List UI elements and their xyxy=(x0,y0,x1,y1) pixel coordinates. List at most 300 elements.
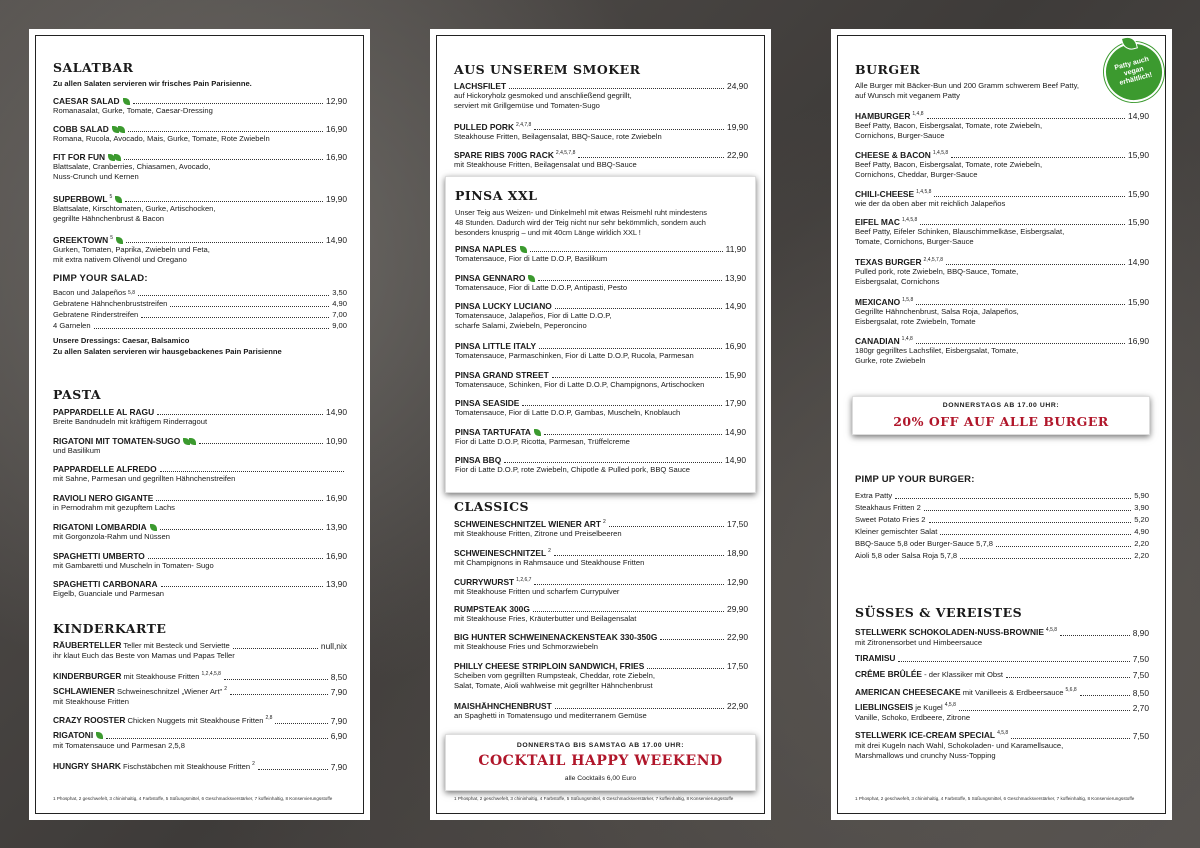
menu-item-name xyxy=(855,109,924,121)
menu-item-name-text: SCHLAWIENER xyxy=(53,685,115,696)
dot-leader xyxy=(534,584,724,585)
menu-item-row xyxy=(53,640,347,651)
menu-item-name xyxy=(53,713,272,726)
menu-item-name-text: RAVIOLI NERO GIGANTE xyxy=(53,493,154,503)
dot-leader xyxy=(94,328,330,329)
menu-item-name-text: PULLED PORK xyxy=(454,121,515,132)
allergen-codes: 1,4,5,8 xyxy=(932,150,949,156)
menu-item-name-text: SCHWEINESCHNITZEL xyxy=(454,547,547,558)
dot-leader xyxy=(530,251,723,252)
menu-item-row xyxy=(454,632,748,642)
menu-item-row xyxy=(455,244,746,254)
dot-leader xyxy=(578,157,724,158)
menu-item-name-text: PINSA LITTLE ITALY xyxy=(455,341,537,351)
menu-item-row xyxy=(53,669,347,682)
menu-item-description: mit extra nativem Olivenöl und Oregano xyxy=(53,254,187,264)
menu-item-name xyxy=(53,436,196,446)
menu-item-name-text: PINSA TARTUFATA xyxy=(455,427,531,437)
dot-leader xyxy=(170,306,329,307)
extra-item-price: 4,90 xyxy=(1134,527,1149,536)
menu-item-name-text: RIGATONI xyxy=(53,730,94,740)
menu-item xyxy=(53,192,347,224)
menu-item xyxy=(455,427,746,447)
menu-item-description: und Basilikum xyxy=(53,446,101,455)
menu-item xyxy=(53,124,347,144)
menu-item-name xyxy=(454,517,606,529)
allergen-codes: 1,4,8 xyxy=(912,111,924,117)
menu-item-description: Beef Patty, Bacon, Eisbergsalat, Tomate, rote Zwiebeln, xyxy=(855,120,1043,130)
menu-item-row xyxy=(455,273,746,283)
extra-item xyxy=(855,551,1149,561)
menu-item-description: mit Zitronensorbet und Himbeersauce xyxy=(855,637,983,647)
menu-item-name-text: RIGATONI MIT TOMATEN-SUGO xyxy=(53,436,181,446)
menu-item xyxy=(454,517,748,539)
extra-item xyxy=(855,503,1149,513)
menu-item-description: Salat, Tomate, Aioli wahlweise mit gegrillter Hähnchenbrust xyxy=(454,681,653,690)
dot-leader xyxy=(138,295,329,296)
vegetarian-leaf-icon xyxy=(112,126,119,133)
menu-item-name-text: SPAGHETTI CARBONARA xyxy=(53,579,158,589)
menu-item-row xyxy=(454,120,748,132)
extra-item-price: 4,90 xyxy=(332,299,347,308)
allergen-codes: 1,2,6,7 xyxy=(516,577,532,583)
menu-item-row xyxy=(455,427,746,437)
menu-item-row xyxy=(53,436,347,446)
menu-item xyxy=(53,233,347,265)
dot-leader xyxy=(124,159,323,160)
menu-item-price: 19,90 xyxy=(326,193,347,204)
menu-item-price: 13,90 xyxy=(326,522,347,532)
dot-leader xyxy=(946,264,1125,265)
menu-item-price: 16,90 xyxy=(326,493,347,503)
menu-item-row xyxy=(53,96,347,106)
menu-item-price: 17,90 xyxy=(725,398,746,408)
dot-leader xyxy=(148,558,323,559)
vegetarian-leaf-icon xyxy=(520,246,527,253)
extra-item-name: 4 Garnelen xyxy=(53,321,91,330)
menu-item-name-text: AMERICAN CHEESECAKE xyxy=(855,686,961,697)
menu-item-description: Cornichons, Burger-Sauce xyxy=(855,130,945,140)
menu-item-name xyxy=(855,700,956,713)
menu-item xyxy=(53,759,347,772)
menu-item-row xyxy=(53,759,347,772)
menu-item-description: Blattsalate, Cranberries, Chiasamen, Avocado, xyxy=(53,162,211,171)
menu-item-name xyxy=(454,661,644,671)
dot-leader xyxy=(554,555,724,556)
menu-item-name xyxy=(53,640,230,651)
dot-leader xyxy=(534,129,724,130)
menu-item-price: 7,90 xyxy=(330,715,347,726)
menu-item xyxy=(53,522,347,542)
dot-leader xyxy=(125,201,323,202)
dot-leader xyxy=(1080,695,1130,696)
menu-item-name-text: RÄUBERTELLER xyxy=(53,640,122,650)
salatbar-outro: Zu allen Salaten servieren wir hausgebackenes Pain Parisienne xyxy=(53,347,282,356)
menu-item xyxy=(855,109,1149,141)
menu-item xyxy=(855,148,1149,180)
menu-item-price: 15,90 xyxy=(1128,188,1149,199)
menu-item xyxy=(53,684,347,707)
menu-item-description: mit Steakhouse Fritten, Beilagensalat und BBQ-Sauce xyxy=(454,159,637,169)
dot-leader xyxy=(156,500,323,501)
menu-item-name xyxy=(855,255,943,267)
menu-item-extra: mit Vanilleeis & Erdbeersauce xyxy=(960,687,1064,697)
menu-item xyxy=(454,81,748,111)
dot-leader xyxy=(609,526,724,527)
menu-item xyxy=(454,661,748,691)
menu-item-row xyxy=(454,604,748,614)
menu-item-price: 8,50 xyxy=(330,671,347,682)
extra-item-price: 7,00 xyxy=(332,310,347,319)
menu-item-extra: Schweineschnitzel „Wiener Art" xyxy=(114,686,223,696)
menu-item-name-text: STELLWERK ICE-CREAM SPECIAL xyxy=(855,729,996,740)
menu-item xyxy=(53,730,347,751)
dot-leader xyxy=(539,348,722,349)
menu-item-price: 14,90 xyxy=(725,427,746,437)
menu-item-row xyxy=(455,341,746,351)
menu-item-name xyxy=(53,96,130,106)
menu-item-name-text: PINSA BBQ xyxy=(455,455,502,465)
menu-item-row xyxy=(53,579,347,589)
menu-item xyxy=(454,632,748,652)
menu-item-name-text: EIFEL MAC xyxy=(855,216,900,227)
dot-leader xyxy=(538,280,722,281)
dot-leader xyxy=(522,405,722,406)
menu-item-description: mit Steakhouse Fritten xyxy=(53,696,129,706)
pimp-salad-title: PIMP YOUR SALAD: xyxy=(53,273,148,284)
menu-item-description: Blattsalate, Kirschtomaten, Gurke, Artischocken, xyxy=(53,203,216,213)
menu-item-name xyxy=(455,301,552,311)
menu-item-name xyxy=(53,124,125,134)
dot-leader xyxy=(141,317,329,318)
menu-item-name-text: RIGATONI LOMBARDIA xyxy=(53,522,147,532)
menu-item-name xyxy=(53,579,158,589)
dot-leader xyxy=(927,118,1126,119)
menu-item-price: 12,90 xyxy=(727,576,748,587)
menu-item-price: 13,90 xyxy=(725,273,746,283)
menu-item xyxy=(455,244,746,264)
happy-weekend-title: COCKTAIL HAPPY WEEKEND xyxy=(478,753,723,769)
menu-item-description: Cornichons, Cheddar, Burger-Sauce xyxy=(855,169,978,179)
menu-item-description: mit Gorgonzola-Rahm und Nüssen xyxy=(53,532,170,541)
menu-item-name-text: PAPPARDELLE ALFREDO xyxy=(53,464,157,474)
menu-item-name-text: CRÊME BRÛLÉE xyxy=(855,669,923,679)
menu-item-name xyxy=(855,625,1057,638)
allergen-codes: 2 xyxy=(252,761,255,767)
footnote: 1 Phosphat, 2 geschwefelt, 3 chininhaltig, 4 Farbstoffe, 5 Süßungsmittel, 6 Geschmacksverstärker, 7 koffeinhaltig, 8 Konservierungsstoffe xyxy=(53,796,333,801)
menu-item-price: 15,90 xyxy=(1128,216,1149,227)
menu-item-name xyxy=(455,427,541,437)
menu-item-price: 14,90 xyxy=(326,234,347,245)
menu-item-description: Steakhouse Fritten, Beilagensalat, BBQ-Sauce, rote Zwiebeln xyxy=(454,131,662,141)
dot-leader xyxy=(951,157,1125,158)
menu-item-price: 8,90 xyxy=(1132,627,1149,638)
menu-item-name xyxy=(855,728,1008,741)
menu-item-name xyxy=(454,575,531,587)
menu-item-price: 16,90 xyxy=(326,551,347,561)
menu-item-name-text: HUNGRY SHARK xyxy=(53,760,121,771)
menu-item-name xyxy=(855,685,1077,698)
extra-item-price: 9,00 xyxy=(332,321,347,330)
menu-item-name-text: PINSA NAPLES xyxy=(455,244,517,254)
happy-weekend-note: alle Cocktails 6,00 Euro xyxy=(564,775,637,782)
salatbar-intro: Zu allen Salaten servieren wir frisches Pain Parisienne. xyxy=(53,79,252,88)
menu-item xyxy=(855,295,1149,327)
suesses-title: SÜSSES & VEREISTES xyxy=(855,605,1023,620)
menu-item-row xyxy=(855,700,1149,713)
dot-leader xyxy=(924,510,1131,511)
menu-item-row xyxy=(53,233,347,245)
menu-item-name xyxy=(454,546,551,558)
menu-item-row xyxy=(53,192,347,204)
menu-item-price: 22,90 xyxy=(727,701,748,711)
extra-item-name: Aioli 5,8 oder Salsa Roja 5,7,8 xyxy=(855,551,958,560)
footnote: 1 Phosphat, 2 geschwefelt, 3 chininhaltig, 4 Farbstoffe, 5 Süßungsmittel, 6 Geschmacksverstärker, 7 koffeinhaltig, 8 Konservierungsstoffe xyxy=(855,796,1135,801)
menu-item-description: Eigelb, Guanciale und Parmesan xyxy=(53,589,165,598)
menu-item-price: 14,90 xyxy=(725,301,746,311)
menu-item-description: auf Hickoryholz gesmoked und anschließend gegrillt, xyxy=(454,91,632,100)
dot-leader xyxy=(647,668,724,669)
menu-item-name xyxy=(53,759,255,772)
menu-item xyxy=(53,436,347,456)
menu-item-description: mit Steakhouse Fries, Kräuterbutter und Beilagensalat xyxy=(454,614,637,623)
dot-leader xyxy=(230,694,328,695)
menu-item-row xyxy=(855,109,1149,121)
menu-item-description: Beef Patty, Eifeler Schinken, Blauschimmelkäse, Eisbergsalat, xyxy=(855,226,1065,236)
extra-item-price: 3,90 xyxy=(1134,503,1149,512)
menu-item-name-text: SCHWEINESCHNITZEL WIENER ART xyxy=(454,518,602,529)
menu-item xyxy=(455,301,746,331)
menu-item xyxy=(454,575,748,597)
menu-item-description: serviert mit Grillgemüse und Tomaten-Sugo xyxy=(454,101,600,110)
vegetarian-leaf-icon xyxy=(108,154,115,161)
menu-item-name-text: MEXICANO xyxy=(855,296,901,307)
menu-item-name-text: TEXAS BURGER xyxy=(855,256,922,267)
vegetarian-leaf-icon xyxy=(534,429,541,436)
extra-item-name: Kleiner gemischter Salat xyxy=(855,527,938,536)
menu-item-description: Tomatensauce, Fior di Latte D.O.P, Basilikum xyxy=(455,254,608,263)
menu-item xyxy=(855,653,1149,664)
menu-item-name-text: STELLWERK SCHOKOLADEN-NUSS-BROWNIE xyxy=(855,626,1044,637)
classics-title: CLASSICS xyxy=(454,499,530,514)
menu-item-description: scharfe Salami, Zwiebeln, Peperoncino xyxy=(455,321,587,330)
extra-item-price: 2,20 xyxy=(1134,551,1149,560)
dot-leader xyxy=(1060,635,1130,636)
menu-item-price: 13,90 xyxy=(326,579,347,589)
pinsa-intro xyxy=(455,208,747,238)
menu-item-name xyxy=(53,152,121,162)
menu-item-price: 14,90 xyxy=(725,455,746,465)
allergen-codes: 1,4,8 xyxy=(901,336,913,342)
menu-item-name-text: SPAGHETTI UMBERTO xyxy=(53,551,145,561)
menu-item-name-text: PAPPARDELLE AL RAGU xyxy=(53,407,155,417)
menu-item-row xyxy=(455,398,746,408)
dot-leader xyxy=(929,522,1132,523)
menu-item-row xyxy=(855,728,1149,741)
menu-item-name xyxy=(455,244,527,254)
menu-item-price: 16,90 xyxy=(326,124,347,134)
allergen-codes: 2,4,5,7,8 xyxy=(555,150,576,156)
menu-item-price: 7,50 xyxy=(1132,670,1149,680)
menu-item-description: Fior di Latte D.O.P, Ricotta, Parmesan, Trüffelcreme xyxy=(455,437,630,446)
menu-item-row xyxy=(855,625,1149,638)
menu-item-name-text: FIT FOR FUN xyxy=(53,152,106,162)
menu-item-price: 7,50 xyxy=(1132,654,1149,664)
menu-item-description: wie der da oben aber mit reichlich Jalapeños xyxy=(855,198,1006,208)
menu-item-description: mit Steakhouse Fritten, Zitrone und Preiselbeeren xyxy=(454,528,622,538)
menu-item-name xyxy=(454,81,506,91)
menu-item-price: 15,90 xyxy=(725,370,746,380)
menu-item-price: 7,50 xyxy=(1132,730,1149,741)
menu-item xyxy=(855,334,1149,366)
menu-item-row xyxy=(53,464,347,474)
menu-item-description: Nuss-Crunch und Kernen xyxy=(53,172,139,181)
leaf-icon xyxy=(1121,35,1138,52)
allergen-codes: 1,5,8 xyxy=(902,297,914,303)
dot-leader xyxy=(533,611,724,612)
menu-item-name xyxy=(455,398,519,408)
extra-item xyxy=(855,539,1149,549)
menu-item-name xyxy=(855,148,948,160)
menu-item-price: 14,90 xyxy=(1128,110,1149,121)
menu-item-row xyxy=(855,334,1149,346)
menu-item-price: 8,50 xyxy=(1132,687,1149,698)
menu-item-price: 6,90 xyxy=(330,731,347,741)
vegetarian-leaf-icon xyxy=(96,732,103,739)
menu-item-price: 7,90 xyxy=(330,761,347,772)
menu-item-description: Marshmallows und crunchy Nuss-Topping xyxy=(855,750,996,760)
menu-item xyxy=(455,341,746,361)
extra-item xyxy=(855,491,1149,501)
menu-item-row xyxy=(855,295,1149,307)
pinsa-title: PINSA XXL xyxy=(455,188,538,203)
extra-item-name: BBQ-Sauce 5,8 oder Burger-Sauce 5,7,8 xyxy=(855,539,994,548)
menu-item-description: mit Gambaretti und Muscheln in Tomaten- Sugo xyxy=(53,561,214,570)
vegetarian-leaf-icon xyxy=(123,98,130,105)
menu-item-name xyxy=(855,295,913,307)
menu-item-description: 180gr gegrilltes Lachsfilet, Eisbergsalat, Tomate, xyxy=(855,345,1019,355)
extra-item-price: 5,90 xyxy=(1134,491,1149,500)
extra-item xyxy=(53,310,347,320)
menu-item-description: Tomatensauce, Fior di Latte D.O.P, Gambas, Muscheln, Knoblauch xyxy=(455,408,681,417)
extra-item xyxy=(855,515,1149,525)
dot-leader xyxy=(940,534,1131,535)
menu-item-description: mit Sahne, Parmesan und gegrillten Hähnchenstreifen xyxy=(53,474,236,483)
dot-leader xyxy=(128,131,323,132)
extra-item-price: 5,20 xyxy=(1134,515,1149,524)
menu-item-price: 16,90 xyxy=(326,152,347,162)
menu-item-name-text: SPARE RIBS 700G RACK xyxy=(454,149,554,160)
menu-item-price: 22,90 xyxy=(727,149,748,160)
menu-item-description: Tomatensauce, Schinken, Fior di Latte D.O.P, Champignons, Artischocken xyxy=(455,380,705,389)
menu-item-row xyxy=(53,713,347,726)
allergen-codes: 2 xyxy=(548,548,551,554)
menu-item-description: Gurken, Tomaten, Paprika, Zwiebeln und Feta, xyxy=(53,244,210,254)
menu-item-description: Tomate, Cornichons, Burger-Sauce xyxy=(855,236,974,246)
menu-item-row xyxy=(454,517,748,529)
allergen-codes: 4,5,8 xyxy=(944,702,956,708)
menu-item xyxy=(53,579,347,599)
allergen-codes: 2,4,7,8 xyxy=(516,122,532,128)
extra-item xyxy=(53,321,347,331)
menu-item-name-text: MAISHÄHNCHENBRUST xyxy=(454,701,552,711)
burger-title: BURGER xyxy=(855,62,921,77)
extra-item-name: Extra Patty xyxy=(855,491,893,500)
menu-item-name-text: CHILI-CHEESE xyxy=(855,188,915,199)
menu-item-name-text: CURRYWURST xyxy=(454,576,515,587)
menu-item-row xyxy=(53,124,347,134)
menu-item-price: 17,50 xyxy=(727,661,748,671)
menu-item xyxy=(454,120,748,142)
menu-item-name xyxy=(53,684,227,697)
menu-item-price: 17,50 xyxy=(727,518,748,529)
burger-promo-time: DONNERSTAGS AB 17.00 UHR: xyxy=(942,402,1060,409)
dot-leader xyxy=(258,769,328,770)
burger-promo-title: 20% OFF AUF ALLE BURGER xyxy=(893,414,1109,429)
dot-leader xyxy=(934,196,1125,197)
menu-item-description: Beef Patty, Bacon, Eisbergsalat, Tomate, rote Zwiebeln, xyxy=(855,159,1043,169)
dressings-text: Unsere Dressings: Caesar, Balsamico xyxy=(53,336,190,345)
happy-weekend-time: DONNERSTAG BIS SAMSTAG AB 17.00 UHR: xyxy=(516,742,685,749)
menu-item xyxy=(455,398,746,418)
menu-item-price: 15,90 xyxy=(1128,149,1149,160)
vegetarian-leaf-icon xyxy=(183,438,190,445)
menu-item-extra: Fischstäbchen mit Steakhouse Fritten xyxy=(120,761,251,771)
menu-item-row xyxy=(454,661,748,671)
menu-item-name xyxy=(53,192,122,204)
menu-item-name-text: PINSA GENNARO xyxy=(455,273,526,283)
menu-item-description: an Spaghetti in Tomatensugo und mediterranem Gemüse xyxy=(454,711,647,720)
menu-item-row xyxy=(454,546,748,558)
menu-item-name-text: TIRAMISU xyxy=(855,653,896,663)
menu-item-name-text: PINSA LUCKY LUCIANO xyxy=(455,301,552,311)
extra-item xyxy=(855,527,1149,537)
menu-item-name xyxy=(855,187,931,199)
dot-leader xyxy=(916,304,1125,305)
menu-item xyxy=(454,546,748,568)
menu-item-row xyxy=(53,407,347,417)
menu-item-row xyxy=(53,152,347,162)
menu-item-row xyxy=(855,187,1149,199)
menu-item xyxy=(855,728,1149,761)
menu-item-name-text: COBB SALAD xyxy=(53,124,109,134)
allergen-codes: 1,4,5,8 xyxy=(901,217,918,223)
menu-item xyxy=(53,551,347,571)
dot-leader xyxy=(960,558,1131,559)
vegetarian-leaf-icon xyxy=(150,524,157,531)
menu-panel-right xyxy=(833,31,1170,818)
menu-item-name xyxy=(454,632,657,642)
menu-item xyxy=(53,96,347,116)
menu-item xyxy=(455,370,746,390)
allergen-codes: 4,5,8 xyxy=(1045,627,1058,633)
menu-item-description: mit Tomatensauce und Parmesan 2,5,8 xyxy=(53,741,185,750)
dot-leader xyxy=(1006,677,1130,678)
dot-leader xyxy=(916,343,1125,344)
menu-item-name xyxy=(53,551,145,561)
menu-item-description: mit drei Kugeln nach Wahl, Schokoladen- und Karamellsauce, xyxy=(855,740,1064,750)
menu-item-name xyxy=(454,604,530,614)
pimp-burger-title: PIMP UP YOUR BURGER: xyxy=(855,474,975,485)
extra-item xyxy=(53,288,347,298)
menu-item-row xyxy=(454,81,748,91)
menu-item-row xyxy=(53,730,347,741)
menu-item-description: ihr klaut Euch das Beste von Mamas und Papas Teller xyxy=(53,651,235,660)
menu-item xyxy=(855,215,1149,247)
extra-item-name: Sweet Potato Fries 2 xyxy=(855,515,926,524)
dot-leader xyxy=(126,242,323,243)
allergen-codes: 4,5,8 xyxy=(997,730,1009,736)
